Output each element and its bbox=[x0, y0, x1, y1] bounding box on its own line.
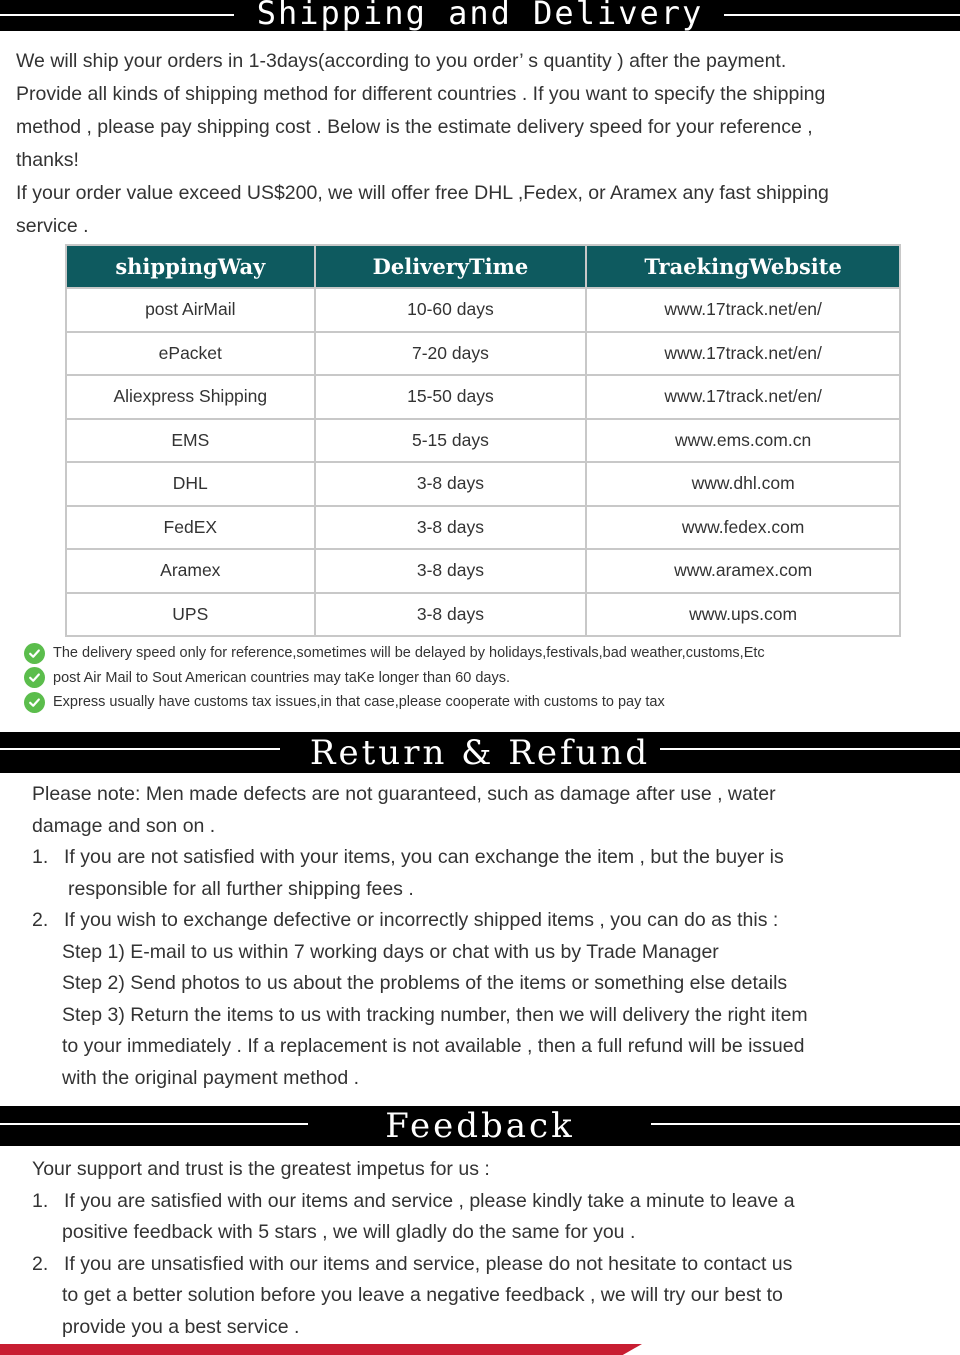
accent-bar bbox=[0, 1344, 642, 1355]
cell-tracking-website: www.dhl.com bbox=[586, 462, 900, 506]
feedback-item-2 bbox=[32, 1249, 942, 1281]
return-step-3-cont: with the original payment method . bbox=[62, 1066, 359, 1089]
return-section-title: Return & Refund bbox=[309, 733, 651, 773]
feedback-item-text: If you are unsatisfied with our items and service, please do not hesitate to contact us bbox=[64, 1252, 793, 1275]
note-text: The delivery speed only for reference,sometimes will be delayed by holidays,festivals,bad weather,customs,Etc bbox=[53, 645, 765, 662]
cell-shipping-way: Aliexpress Shipping bbox=[66, 375, 315, 419]
shipping-intro bbox=[16, 45, 956, 243]
cell-tracking-website: www.17track.net/en/ bbox=[586, 288, 900, 332]
return-note-line: damage and son on . bbox=[32, 814, 216, 837]
cell-tracking-website: www.17track.net/en/ bbox=[586, 375, 900, 419]
note-text: post Air Mail to Sout American countries may taKe longer than 60 days. bbox=[53, 669, 510, 686]
check-circle-icon bbox=[24, 667, 45, 688]
cell-delivery-time: 3-8 days bbox=[315, 462, 587, 506]
cell-tracking-website: www.17track.net/en/ bbox=[586, 332, 900, 376]
cell-delivery-time: 3-8 days bbox=[315, 506, 587, 550]
intro-line: service . bbox=[16, 215, 89, 237]
list-number: 1. bbox=[32, 1189, 49, 1212]
shipping-section-banner bbox=[0, 0, 960, 31]
cell-shipping-way: post AirMail bbox=[66, 288, 315, 332]
return-step-1: Step 1) E-mail to us within 7 working days or chat with us by Trade Manager bbox=[62, 940, 719, 963]
return-item-1 bbox=[32, 842, 942, 874]
banner-rule-right bbox=[660, 748, 960, 750]
note-text: Express usually have customs tax issues,in that case,please cooperate with customs to pay tax bbox=[53, 694, 665, 711]
return-section-banner bbox=[0, 732, 960, 773]
cell-tracking-website: www.ems.com.cn bbox=[586, 419, 900, 463]
return-refund-text bbox=[32, 779, 942, 1094]
table-row bbox=[66, 288, 900, 332]
check-circle-icon bbox=[24, 692, 45, 713]
intro-line: method , please pay shipping cost . Below is the estimate delivery speed for your reference , bbox=[16, 116, 813, 138]
banner-rule-right bbox=[651, 1123, 960, 1125]
note-item bbox=[24, 666, 765, 691]
table-row bbox=[66, 593, 900, 637]
list-number: 2. bbox=[32, 909, 49, 931]
table-row bbox=[66, 419, 900, 463]
table-row bbox=[66, 332, 900, 376]
cell-tracking-website: www.fedex.com bbox=[586, 506, 900, 550]
feedback-item-text: provide you a best service . bbox=[62, 1315, 300, 1338]
cell-tracking-website: www.ups.com bbox=[586, 593, 900, 637]
intro-line: thanks! bbox=[16, 149, 79, 171]
return-step-2: Step 2) Send photos to us about the problems of the items or something else details bbox=[62, 972, 788, 994]
note-item bbox=[24, 690, 765, 715]
return-item-text: If you are not satisfied with your items, you can exchange the item , but the buyer is bbox=[64, 846, 784, 868]
feedback-text bbox=[32, 1154, 942, 1343]
header-shipping-way: shippingWay bbox=[66, 245, 315, 288]
cell-shipping-way: EMS bbox=[66, 419, 315, 463]
intro-line: We will ship your orders in 1-3days(according to you order’ s quantity ) after the payment. bbox=[16, 50, 787, 72]
intro-line: If your order value exceed US$200, we will offer free DHL ,Fedex, or Aramex any fast shipping bbox=[16, 182, 829, 204]
cell-delivery-time: 15-50 days bbox=[315, 375, 587, 419]
feedback-item-text: If you are satisfied with our items and service , please kindly take a minute to leave a bbox=[64, 1189, 795, 1212]
intro-line: Provide all kinds of shipping method for different countries . If you want to specify the shipping bbox=[16, 83, 826, 105]
table-row bbox=[66, 375, 900, 419]
list-number: 1. bbox=[32, 846, 49, 868]
cell-shipping-way: FedEX bbox=[66, 506, 315, 550]
shipping-section-title: Shipping and Delivery bbox=[256, 0, 704, 32]
cell-tracking-website: www.aramex.com bbox=[586, 549, 900, 593]
return-note-line: Please note: Men made defects are not guaranteed, such as damage after use , water bbox=[32, 783, 776, 805]
table-row bbox=[66, 462, 900, 506]
header-tracking-website: TraekingWebsite bbox=[586, 245, 900, 288]
cell-delivery-time: 10-60 days bbox=[315, 288, 587, 332]
shipping-notes bbox=[24, 641, 765, 715]
table-row bbox=[66, 506, 900, 550]
check-circle-icon bbox=[24, 643, 45, 664]
feedback-item-text: positive feedback with 5 stars , we will gladly do the same for you . bbox=[62, 1221, 636, 1243]
table-row bbox=[66, 549, 900, 593]
shipping-table bbox=[65, 244, 901, 637]
note-item bbox=[24, 641, 765, 666]
cell-shipping-way: UPS bbox=[66, 593, 315, 637]
cell-delivery-time: 7-20 days bbox=[315, 332, 587, 376]
feedback-item-1 bbox=[32, 1186, 942, 1218]
banner-rule-right bbox=[724, 14, 960, 16]
cell-delivery-time: 3-8 days bbox=[315, 593, 587, 637]
return-item-text: If you wish to exchange defective or incorrectly shipped items , you can do as this : bbox=[64, 909, 779, 931]
cell-delivery-time: 3-8 days bbox=[315, 549, 587, 593]
cell-shipping-way: DHL bbox=[66, 462, 315, 506]
feedback-intro: Your support and trust is the greatest impetus for us : bbox=[32, 1158, 490, 1180]
header-delivery-time: DeliveryTime bbox=[315, 245, 587, 288]
cell-shipping-way: ePacket bbox=[66, 332, 315, 376]
cell-shipping-way: Aramex bbox=[66, 549, 315, 593]
list-number: 2. bbox=[32, 1252, 49, 1275]
feedback-section-banner bbox=[0, 1106, 960, 1146]
return-item-2 bbox=[32, 905, 942, 937]
return-step-3: Step 3) Return the items to us with tracking number, then we will delivery the right item bbox=[62, 1003, 808, 1026]
feedback-item-text: to get a better solution before you leave a negative feedback , we will try our best to bbox=[62, 1284, 783, 1306]
table-header-row bbox=[66, 245, 900, 288]
feedback-section-title: Feedback bbox=[385, 1106, 575, 1146]
return-item-text: responsible for all further shipping fees . bbox=[68, 877, 414, 900]
cell-delivery-time: 5-15 days bbox=[315, 419, 587, 463]
return-step-3-cont: to your immediately . If a replacement is not available , then a full refund will be issued bbox=[62, 1035, 805, 1057]
